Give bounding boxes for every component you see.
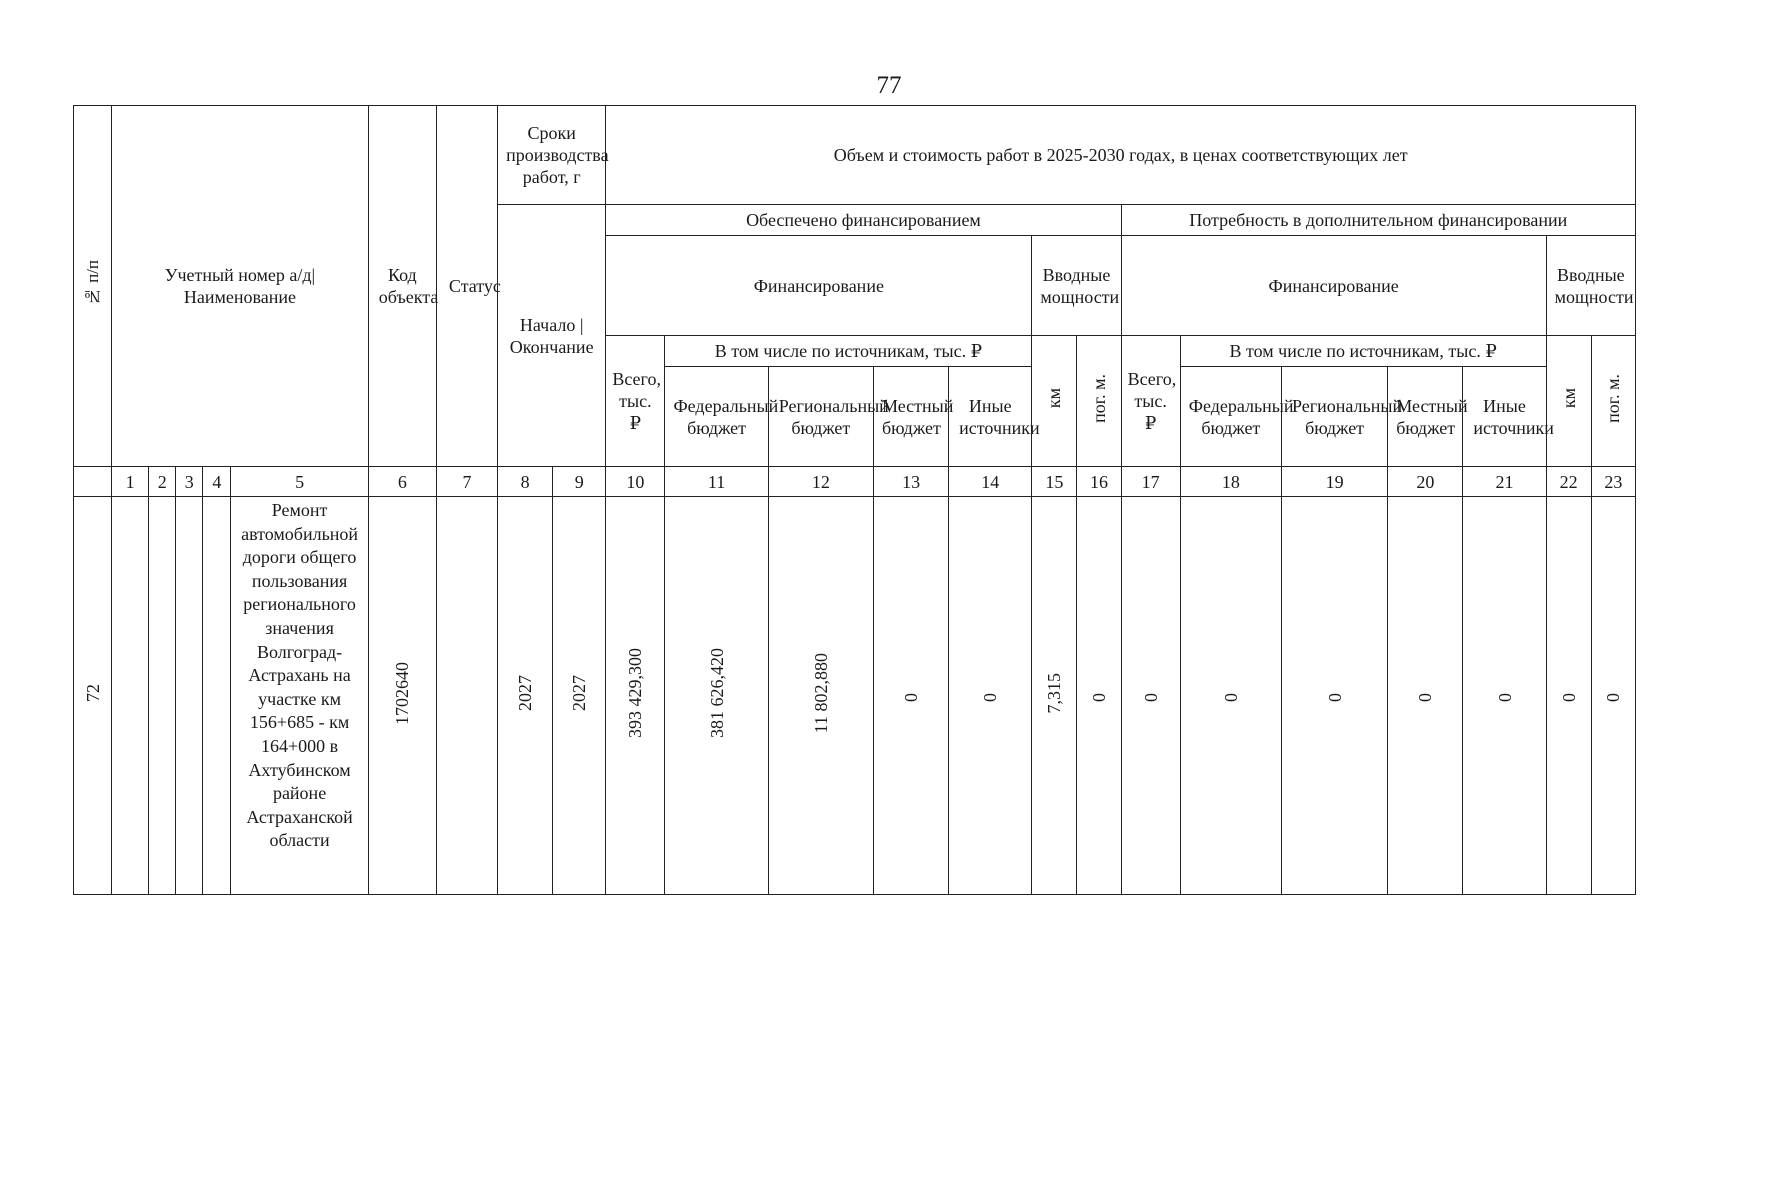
header-additional: Потребность в дополнительном финансировании: [1121, 205, 1635, 236]
column-number: 19: [1281, 467, 1387, 497]
row-add-pog-m: 0: [1591, 497, 1635, 895]
header-secured-by-sources: В том числе по источникам, тыс. ₽: [665, 336, 1032, 367]
header-add-local: Местный бюджет: [1388, 367, 1463, 467]
column-number: 23: [1591, 467, 1635, 497]
row-name: Ремонт автомобильной дороги общего пользования регионального значения Волгоград-Астрахань на участке км 156+685 - км 164+000 в Ахтубинском районе Астраханской области: [231, 497, 368, 895]
header-add-total: Всего, тыс. ₽: [1121, 336, 1180, 467]
column-number: 21: [1463, 467, 1546, 497]
column-numbers-row: [74, 467, 1636, 497]
header-status: Статус: [436, 106, 497, 467]
table-row: [74, 497, 1636, 895]
column-number: 12: [768, 467, 873, 497]
header-secured-financing: Финансирование: [606, 236, 1032, 336]
column-number: 9: [553, 467, 606, 497]
column-number: 4: [203, 467, 231, 497]
row-secured-other: 0: [949, 497, 1032, 895]
column-number: 8: [498, 467, 553, 497]
row-num: 72: [74, 497, 112, 895]
header-add-regional: Региональный бюджет: [1281, 367, 1387, 467]
column-number: 3: [176, 467, 203, 497]
header-add-km: км: [1546, 336, 1591, 467]
header-secured-regional: Региональный бюджет: [768, 367, 873, 467]
column-number: 2: [149, 467, 176, 497]
header-secured-local: Местный бюджет: [873, 367, 948, 467]
header-secured-capacity: Вводные мощности: [1032, 236, 1121, 336]
column-number: 15: [1032, 467, 1077, 497]
header-secured-pog-m: пог. м.: [1077, 336, 1121, 467]
column-number: 16: [1077, 467, 1121, 497]
header-terms: Сроки производства работ, г: [498, 106, 606, 205]
row-empty-2: [149, 497, 176, 895]
row-add-other: 0: [1463, 497, 1546, 895]
header-num: № п/п: [74, 106, 112, 467]
row-add-regional: 0: [1281, 497, 1387, 895]
column-number-empty: [74, 467, 112, 497]
header-add-capacity: Вводные мощности: [1546, 236, 1635, 336]
header-secured-total: Всего, тыс. ₽: [606, 336, 665, 467]
column-number: 5: [231, 467, 368, 497]
column-number: 14: [949, 467, 1032, 497]
row-code: 1702640: [368, 497, 436, 895]
financing-table: [73, 105, 1636, 895]
column-number: 18: [1180, 467, 1281, 497]
row-start: 2027: [498, 497, 553, 895]
row-empty-4: [203, 497, 231, 895]
row-secured-km: 7,315: [1032, 497, 1077, 895]
header-secured-other: Иные источники: [949, 367, 1032, 467]
header-secured-km: км: [1032, 336, 1077, 467]
row-empty-1: [112, 497, 149, 895]
row-add-km: 0: [1546, 497, 1591, 895]
column-number: 7: [436, 467, 497, 497]
column-number: 6: [368, 467, 436, 497]
column-number: 17: [1121, 467, 1180, 497]
header-add-other: Иные источники: [1463, 367, 1546, 467]
row-secured-regional: 11 802,880: [768, 497, 873, 895]
column-number: 20: [1388, 467, 1463, 497]
header-add-financing: Финансирование: [1121, 236, 1546, 336]
row-add-total: 0: [1121, 497, 1180, 895]
row-secured-federal: 381 626,420: [665, 497, 768, 895]
row-status: [436, 497, 497, 895]
header-add-by-sources: В том числе по источникам, тыс. ₽: [1180, 336, 1546, 367]
column-number: 1: [112, 467, 149, 497]
header-start-end: Начало | Окончание: [498, 205, 606, 467]
header-volume: Объем и стоимость работ в 2025-2030 годах, в ценах соответствующих лет: [606, 106, 1636, 205]
column-number: 13: [873, 467, 948, 497]
column-number: 22: [1546, 467, 1591, 497]
header-code: Код объекта: [368, 106, 436, 467]
row-end: 2027: [553, 497, 606, 895]
column-number: 11: [665, 467, 768, 497]
row-secured-pog-m: 0: [1077, 497, 1121, 895]
row-empty-3: [176, 497, 203, 895]
row-secured-total: 393 429,300: [606, 497, 665, 895]
header-secured: Обеспечено финансированием: [606, 205, 1121, 236]
row-add-federal: 0: [1180, 497, 1281, 895]
header-name: Учетный номер а/д| Наименование: [112, 106, 369, 467]
header-secured-federal: Федеральный бюджет: [665, 367, 768, 467]
row-add-local: 0: [1388, 497, 1463, 895]
header-add-federal: Федеральный бюджет: [1180, 367, 1281, 467]
column-number: 10: [606, 467, 665, 497]
page-number: 77: [876, 72, 902, 99]
header-add-pog-m: пог. м.: [1591, 336, 1635, 467]
row-secured-local: 0: [873, 497, 948, 895]
